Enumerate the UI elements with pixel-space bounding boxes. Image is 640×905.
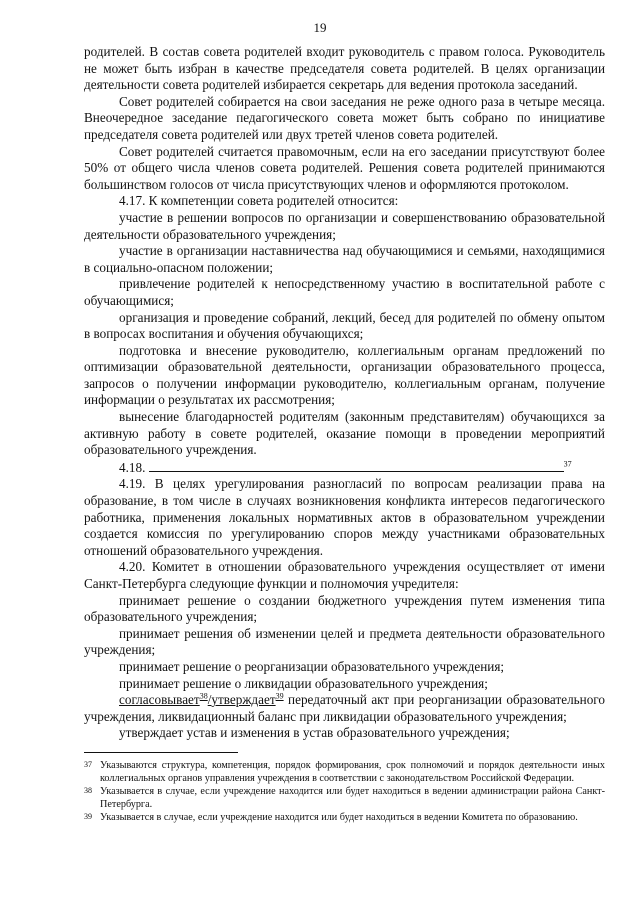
footnote-number: 37 — [84, 760, 92, 769]
footnote-37 — [84, 760, 605, 785]
footnote-text: Указывается в случае, если учреждение находится или будет находиться в ведении администрации района Санкт-Петербурга. — [100, 786, 605, 810]
approves-word-2: утверждает — [211, 692, 276, 708]
list-item-competence-2: участие в организации наставничества над обучающимися и семьями, находящимися в социально-опасном положении; — [84, 243, 605, 275]
list-item-founder-6: утверждает устав и изменения в устав образовательного учреждения; — [119, 725, 510, 741]
list-item-competence-5: подготовка и внесение руководителю, коллегиальным органам предложений по оптимизации образовательной деятельности, организации образовательного процесса, запросов о получении информации руководителю, коллегиальным органам, получение информации о результатах их рассмотрения; — [84, 342, 605, 408]
list-item-founder-3: принимает решение о реорганизации образовательного учреждения; — [119, 658, 505, 674]
footnote-ref-37: 37 — [563, 459, 572, 469]
list-item-founder-5 — [84, 692, 605, 725]
list-item-founder-1: принимает решение о создании бюджетного учреждения путем изменения типа образовательного учреждения; — [84, 592, 605, 625]
footnote-text: Указывается в случае, если учреждение находится или будет находиться в ведении Комитета по образованию. — [100, 812, 578, 824]
approves-rest: передаточный акт при реорганизации образовательного учреждения, ликвидационный баланс при ликвидации образовательного учреждения; — [84, 692, 605, 724]
clause-4-20: 4.20. Комитет в отношении образовательного учреждения осуществляет от имени Санкт-Петербурга следующие функции и полномочия учредителя: — [84, 559, 605, 591]
clause-4-18-label: 4.18. — [119, 459, 146, 475]
footnote-separator — [84, 752, 238, 753]
footnotes — [84, 760, 605, 826]
footnote-number: 38 — [84, 786, 92, 796]
approves-separator: / — [207, 692, 212, 708]
paragraph-continuation: родителей. В состав совета родителей входит руководитель с правом голоса. Руководитель не может быть избран в качестве председателя совета родителей. В целях организации деятельности совета родителей избирается секретарь для ведения протокола заседаний. — [84, 44, 605, 93]
list-item-competence-6: вынесение благодарностей родителям (законным представителям) обучающихся за активную работу в совете родителей, оказание помощи в проведении мероприятий образовательного учреждения. — [84, 409, 605, 458]
list-item-competence-4: организация и проведение собраний, лекций, бесед для родителей по обмену опытом в вопросах воспитания и обучения обучающихся; — [84, 309, 605, 342]
document-body — [84, 44, 605, 742]
clause-4-18 — [84, 459, 605, 477]
list-item-competence-1: участие в решении вопросов по организации и совершенствованию образовательной деятельности образовательного учреждения; — [84, 209, 605, 242]
footnote-number: 39 — [84, 812, 92, 822]
list-item-founder-2: принимает решения об изменении целей и предмета деятельности образовательного учреждения; — [84, 625, 605, 658]
list-item-founder-4: принимает решение о ликвидации образовательного учреждения; — [119, 675, 488, 691]
approves-word-1: согласовывает — [119, 692, 200, 708]
fill-in-blank-line — [149, 459, 564, 472]
footnote-text: Указываются структура, компетенция, порядок формирования, срок полномочий и порядок деятельности иных коллегиальных органов управления учреждения в соответствии с законодательством Российской Федерации. — [100, 760, 605, 784]
list-item-competence-3: привлечение родителей к непосредственному участию в воспитательной работе с обучающимися; — [84, 276, 605, 308]
clause-4-19: 4.19. В целях урегулирования разногласий по вопросам реализации права на образование, в том числе в случаях возникновения конфликта интересов педагогического работника, применения локальных нормативных актов в образовательном учреждении создается комиссия по урегулированию споров между участниками образовательных отношений образовательного учреждения. — [84, 476, 605, 558]
footnote-39 — [84, 812, 605, 825]
paragraph-council-quorum: Совет родителей считается правомочным, если на его заседании присутствуют более 50% от общего числа членов совета родителей. Решения совета родителей принимаются большинством голосов от числа присутствующих членов и оформляются протоколом. — [84, 143, 605, 192]
footnote-ref-39: 39 — [275, 691, 284, 701]
page-number: 19 — [313, 20, 327, 35]
paragraph-council-meetings: Совет родителей собирается на свои заседания не реже одного раза в четыре месяца. Внеочередное заседание педагогического совета может быть собрано по инициативе председателя совета родителей или двух третей членов совета родителей. — [84, 93, 605, 142]
footnote-ref-38: 38 — [199, 691, 208, 701]
footnote-38 — [84, 786, 605, 811]
clause-4-17: 4.17. К компетенции совета родителей относится: — [119, 193, 399, 209]
